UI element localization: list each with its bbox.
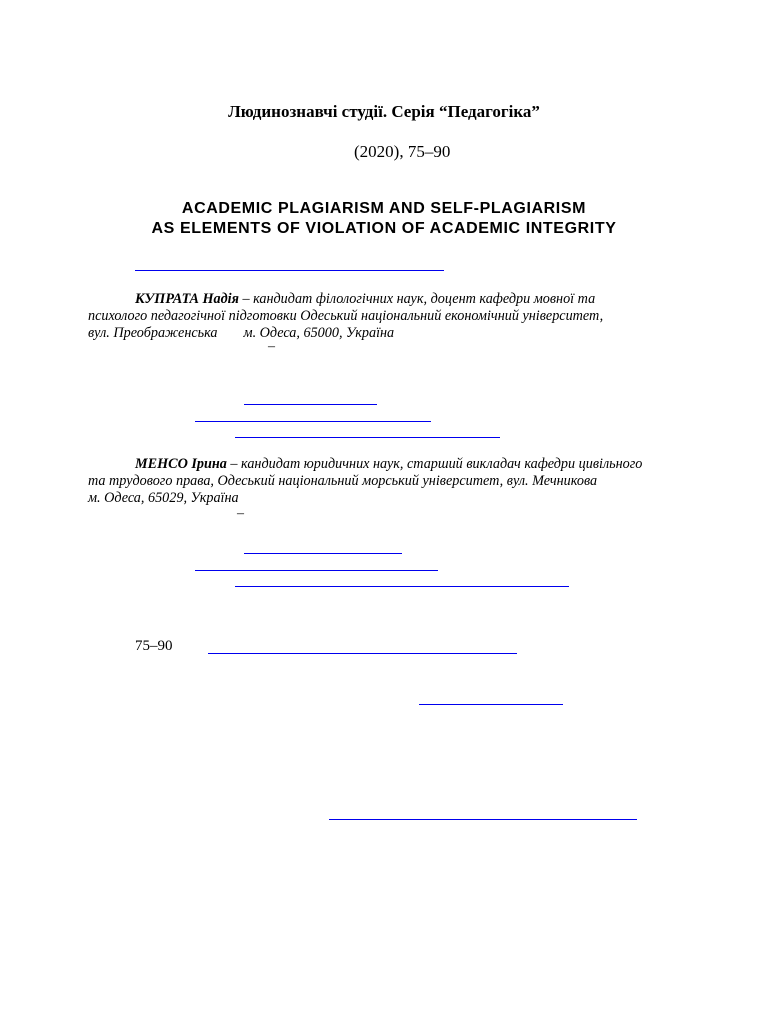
hyperlink[interactable] [195, 570, 438, 571]
author-city: м. Одеса, 65000, Україна [243, 325, 395, 341]
author-name: КУПРАТА Надія [135, 291, 239, 307]
author-bio-text: – кандидат юридичних наук, старший викладач кафедри цивільного [226, 456, 643, 472]
author-bio-text: психолого педагогічної підготовки Одеський національний економічний університет, [88, 308, 604, 324]
hyperlink[interactable] [135, 270, 444, 271]
author-bio-1 [88, 291, 678, 342]
article-title-line1: ACADEMIC PLAGIARISM AND SELF-PLAGIARISM [181, 200, 587, 217]
dash-mark: – [237, 506, 244, 521]
journal-title: Людинознавчі студії. Серія “Педагогіка” [228, 102, 540, 121]
author-address: вул. Преображенська [88, 325, 218, 341]
hyperlink[interactable] [244, 404, 377, 405]
author-bio-text: – кандидат філологічних наук, доцент кафедри мовної та [238, 291, 596, 307]
dash-mark: – [268, 339, 275, 354]
hyperlink[interactable] [208, 653, 517, 654]
hyperlink[interactable] [195, 421, 431, 422]
author-city: м. Одеса, 65029, Україна [88, 490, 239, 506]
article-title-line2: AS ELEMENTS OF VIOLATION OF ACADEMIC INTEGRITY [151, 220, 617, 237]
issue-info: (2020), 75–90 [354, 142, 451, 161]
hyperlink[interactable] [244, 553, 402, 554]
page-range: 75–90 [135, 638, 173, 654]
hyperlink[interactable] [235, 437, 500, 438]
hyperlink[interactable] [235, 586, 569, 587]
hyperlink[interactable] [329, 819, 637, 820]
author-bio-2 [88, 456, 678, 507]
author-bio-text: та трудового права, Одеський національний морський університет, вул. Мечникова [88, 473, 598, 489]
hyperlink[interactable] [419, 704, 563, 705]
author-name: МЕНСО Ірина [135, 456, 227, 472]
